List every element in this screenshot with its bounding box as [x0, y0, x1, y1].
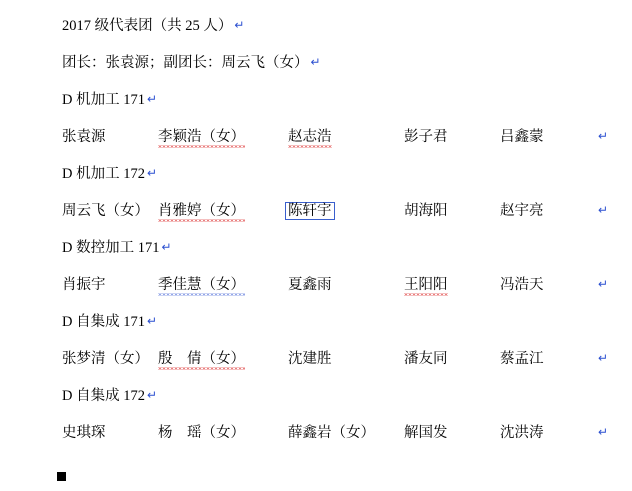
group-header — [0, 378, 632, 415]
paragraph-mark-icon: ↵ — [598, 425, 609, 439]
paragraph-mark-icon: ↵ — [598, 203, 609, 217]
paragraph-mark-icon: ↵ — [310, 55, 321, 69]
member-name: 夏鑫雨 — [288, 277, 332, 293]
group-header-text: D 机加工 172 — [62, 166, 145, 182]
member-name: 周云飞（女） — [62, 203, 149, 219]
paragraph-mark-icon: ↵ — [146, 388, 158, 402]
member-name: 胡海阳 — [404, 203, 448, 219]
member-name: 吕鑫蒙 — [500, 129, 544, 145]
member-name: 李颖浩（女） — [158, 119, 288, 156]
paragraph-mark-icon: ↵ — [146, 314, 158, 328]
member-name: 潘友同 — [404, 351, 448, 367]
paragraph-mark-icon: ↵ — [146, 92, 158, 106]
group-header — [0, 230, 632, 267]
member-row — [0, 193, 632, 230]
member-name: 殷 倩（女） — [158, 341, 288, 378]
leader-text: 团长：张袁源；副团长：周云飞（女） — [62, 55, 309, 71]
paragraph-mark-icon: ↵ — [598, 129, 609, 143]
member-name: 史琪琛 — [62, 425, 106, 441]
member-row — [0, 415, 632, 452]
member-name: 蔡孟江 — [500, 351, 544, 367]
member-name: 肖振宇 — [62, 277, 106, 293]
member-row — [0, 119, 632, 156]
paragraph-mark-icon: ↵ — [598, 277, 609, 291]
member-name: 张梦清（女） — [62, 351, 149, 367]
member-name: 沈建胜 — [288, 351, 332, 367]
leader-line — [0, 45, 632, 82]
member-name: 冯浩天 — [500, 277, 544, 293]
group-header — [0, 82, 632, 119]
paragraph-mark-icon: ↵ — [146, 166, 158, 180]
member-name: 解国发 — [404, 425, 448, 441]
member-name: 沈洪涛 — [500, 425, 544, 441]
bullet-marker — [57, 472, 66, 481]
member-name: 彭子君 — [404, 129, 448, 145]
group-header-text: D 数控加工 171 — [62, 240, 160, 256]
member-name: 薛鑫岩（女） — [288, 425, 375, 441]
member-name: 肖雅婷（女） — [158, 193, 288, 230]
group-header — [0, 156, 632, 193]
member-name: 季佳慧（女） — [158, 267, 288, 304]
member-name: 陈轩宇 — [288, 193, 404, 230]
member-name: 赵宇亮 — [500, 203, 544, 219]
group-header-text: D 自集成 172 — [62, 388, 145, 404]
paragraph-mark-icon: ↵ — [234, 18, 245, 32]
member-name: 张袁源 — [62, 129, 106, 145]
paragraph-mark-icon: ↵ — [598, 351, 609, 365]
document-title-line — [0, 8, 632, 45]
member-name: 杨 瑶（女） — [158, 425, 245, 441]
member-row — [0, 341, 632, 378]
member-name: 王阳阳 — [404, 267, 500, 304]
group-header-text: D 自集成 171 — [62, 314, 145, 330]
member-row — [0, 267, 632, 304]
group-header-text: D 机加工 171 — [62, 92, 145, 108]
group-header — [0, 304, 632, 341]
paragraph-mark-icon: ↵ — [161, 240, 172, 254]
document-title: 2017 级代表团（共 25 人） — [62, 18, 233, 34]
member-name: 赵志浩 — [288, 119, 404, 156]
